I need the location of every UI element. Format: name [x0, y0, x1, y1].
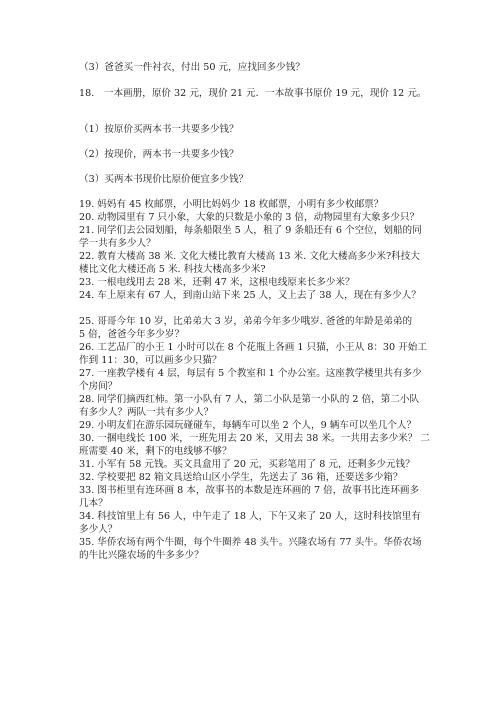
- problem-line: 33. 图书柜里有连环画 8 本，故事书的本数是连环画的 7 倍，故事书比连环画多: [79, 485, 420, 496]
- problem-line: 作到 11：30，可以画多少只猫？: [79, 355, 222, 366]
- problem-line: 25. 哥哥今年 10 岁，比弟弟大 3 岁，弟弟今年多少哦岁. 爸爸的年龄是弟弟的: [79, 316, 413, 327]
- question-line: （2）按现价，两本书一共要多少钱？: [79, 149, 239, 160]
- problem-line: 24. 车上原来有 67 人，到南山站下来 25 人，又上去了 38 人，现在有多少人？: [79, 290, 421, 301]
- problem-line: 32. 学校要把 82 箱文具送给山区小学生，先送去了 36 箱，还要送多少箱？: [79, 472, 403, 483]
- problem-line: 5 倍，爸爸今年多少岁？: [79, 329, 185, 340]
- problem-line: 19. 妈妈有 45 枚邮票，小明比妈妈少 18 枚邮票，小明有多少枚邮票？: [79, 199, 384, 210]
- problem-line: 20. 动物园里有 7 只小象，大象的只数是小象的 3 倍，动物园里有大象多少只？: [79, 212, 420, 223]
- problem-line: 23. 一根电线用去 28 米，还剩 47 米，这根电线原来长多少米？: [79, 277, 355, 288]
- problem-line: 学一共有多少人？: [79, 238, 156, 249]
- problem-line: 28. 同学们摘西红柿。第一小队有 7 人，第二小队是第一小队的 2 倍，第二小队: [79, 394, 420, 405]
- problem-line: 30. 一捆电线长 100 米，一班先用去 20 米，又用去 38 米。一共用去多少米？ 二: [79, 433, 431, 444]
- question-line: （3）爸爸买一件衬衣，付出 50 元，应找回多少钱？: [79, 62, 305, 73]
- problem-line: 26. 工艺品厂的小王 1 小时可以在 8 个花瓶上各画 1 只猫，小王从 8：30 开始工: [79, 342, 427, 353]
- problem-line: 29. 小明友们在游乐园玩碰碰车，每辆车可以坐 2 个人，9 辆车可以坐几个人？: [79, 420, 417, 431]
- question-line: （1）按原价买两本书一共要多少钱？: [79, 124, 239, 135]
- question-line: （3）买两本书现价比原价便宜多少钱？: [79, 174, 249, 185]
- problem-line: 27. 一座教学楼有 4 层，每层有 5 个教室和 1 个办公室。这座教学楼里共有多少: [79, 368, 422, 379]
- problem-line: 22. 教育大楼高 38 米. 文化大楼比教育大楼高 13 米. 文化大楼高多少米?科技大: [79, 251, 420, 262]
- question-line: 18. 一本画册，原价 32 元，现价 21 元．一本故事书原价 19 元，现价 12 元。: [79, 88, 427, 99]
- problem-line: 楼比文化大楼还高 5 米. 科技大楼高多少米?: [79, 264, 266, 275]
- problem-line: 34. 科技馆里上有 56 人，中午走了 18 人，下午又来了 20 人，这时科技馆里有: [79, 511, 421, 522]
- problem-line: 几本？: [79, 498, 108, 509]
- problem-line: 的牛比兴隆农场的牛多多少？: [79, 550, 204, 561]
- problem-line: 35. 华侨农场有两个牛圈，每个牛圈养 48 头牛。兴隆农场有 77 头牛。华侨农场: [79, 537, 422, 548]
- problem-line: 班需要 40 米，剩下的电线够不够？: [79, 446, 232, 457]
- problem-line: 有多少人？两队一共有多少人？: [79, 407, 214, 418]
- problem-line: 31. 小军有 58 元钱。买文具盒用了 20 元，买彩笔用了 8 元，还剩多少元钱？: [79, 459, 415, 470]
- problem-line: 个房间？: [79, 381, 118, 392]
- problem-line: 21. 同学们去公园划船，每条船限坐 5 人，租了 9 条船还有 6 个空位，划船的同: [79, 225, 422, 236]
- problem-line: 多少人？: [79, 524, 118, 535]
